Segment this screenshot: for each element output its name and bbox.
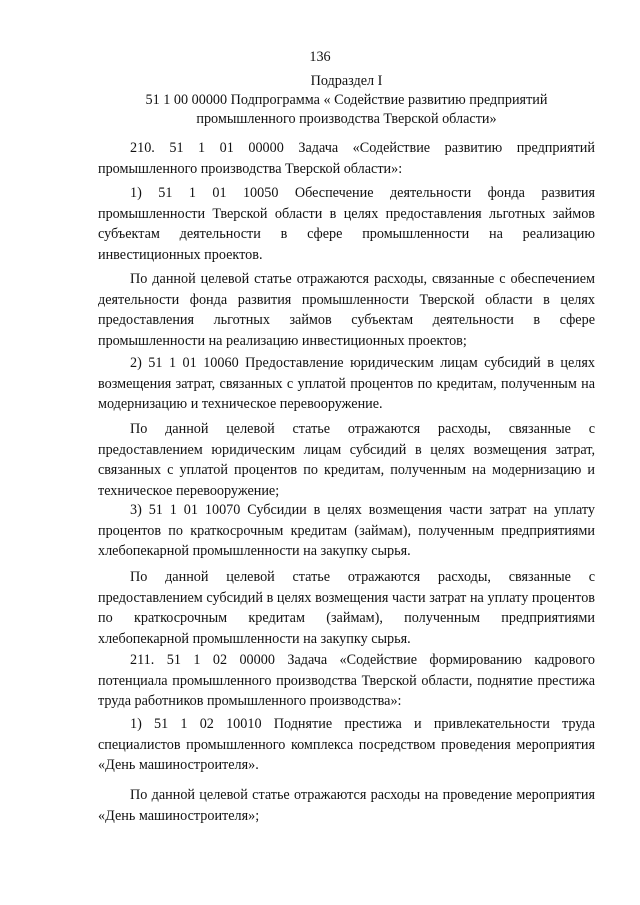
description-10010-paragraph: По данной целевой статье отражаются расходы на проведение мероприятия «День машиностроителя»; [98, 787, 595, 824]
description-10070-paragraph: По данной целевой статье отражаются расходы, связанные с предоставлением субсидий в целях возмещения части затрат на уплату процентов по краткосрочным кредитам (займам), полученным предприятиями хлебопекарной промышленности на закупку сырья. [98, 569, 595, 647]
program-title-line2: промышленного производства Тверской области» [196, 111, 497, 127]
item-3-10070-paragraph: 3) 51 1 01 10070 Субсидии в целях возмещения части затрат на уплату процентов по краткосрочным кредитам (займам), полученным предприятиями хлебопекарной промышленности на закупку сырья. [98, 502, 595, 559]
task-210-paragraph: 210. 51 1 01 00000 Задача «Содействие развитию предприятий промышленного производства Тверской области»: [98, 140, 595, 177]
item-2-10060-paragraph: 2) 51 1 01 10060 Предоставление юридическим лицам субсидий в целях возмещения затрат, связанных с уплатой процентов по кредитам, полученным на модернизацию и техническое перевооружение. [98, 355, 595, 412]
description-10060-paragraph: По данной целевой статье отражаются расходы, связанные с предоставлением юридическим лицам субсидий в целях возмещения затрат, связанных с уплатой процентов по кредитам, полученным на модернизацию и техническое перевооружение; [98, 421, 595, 499]
subsection-title: Подраздел I [310, 73, 383, 89]
description-10050-paragraph: По данной целевой статье отражаются расходы, связанные с обеспечением деятельности фонда развития промышленности Тверской области в целях предоставления льготных займов субъектам деятельности в сфере промышленности на реализацию инвестиционных проектов; [98, 271, 595, 349]
item-1-10010-paragraph: 1) 51 1 02 10010 Поднятие престижа и привлекательности труда специалистов промышленного комплекса посредством проведения мероприятия «День машиностроителя». [98, 716, 595, 773]
program-title-line1: 51 1 00 00000 Подпрограмма « Содействие развитию предприятий [145, 92, 548, 108]
task-211-paragraph: 211. 51 1 02 00000 Задача «Содействие формированию кадрового потенциала промышленного производства Тверской области, поднятие престижа труда работников промышленного производства»: [98, 652, 595, 709]
page-number: 136 [309, 49, 331, 65]
item-1-10050-paragraph: 1) 51 1 01 10050 Обеспечение деятельности фонда развития промышленности Тверской области в целях предоставления льготных займов субъектам деятельности в сфере промышленности на реализацию инвестиционных проектов. [98, 185, 595, 263]
section-header [98, 72, 595, 129]
